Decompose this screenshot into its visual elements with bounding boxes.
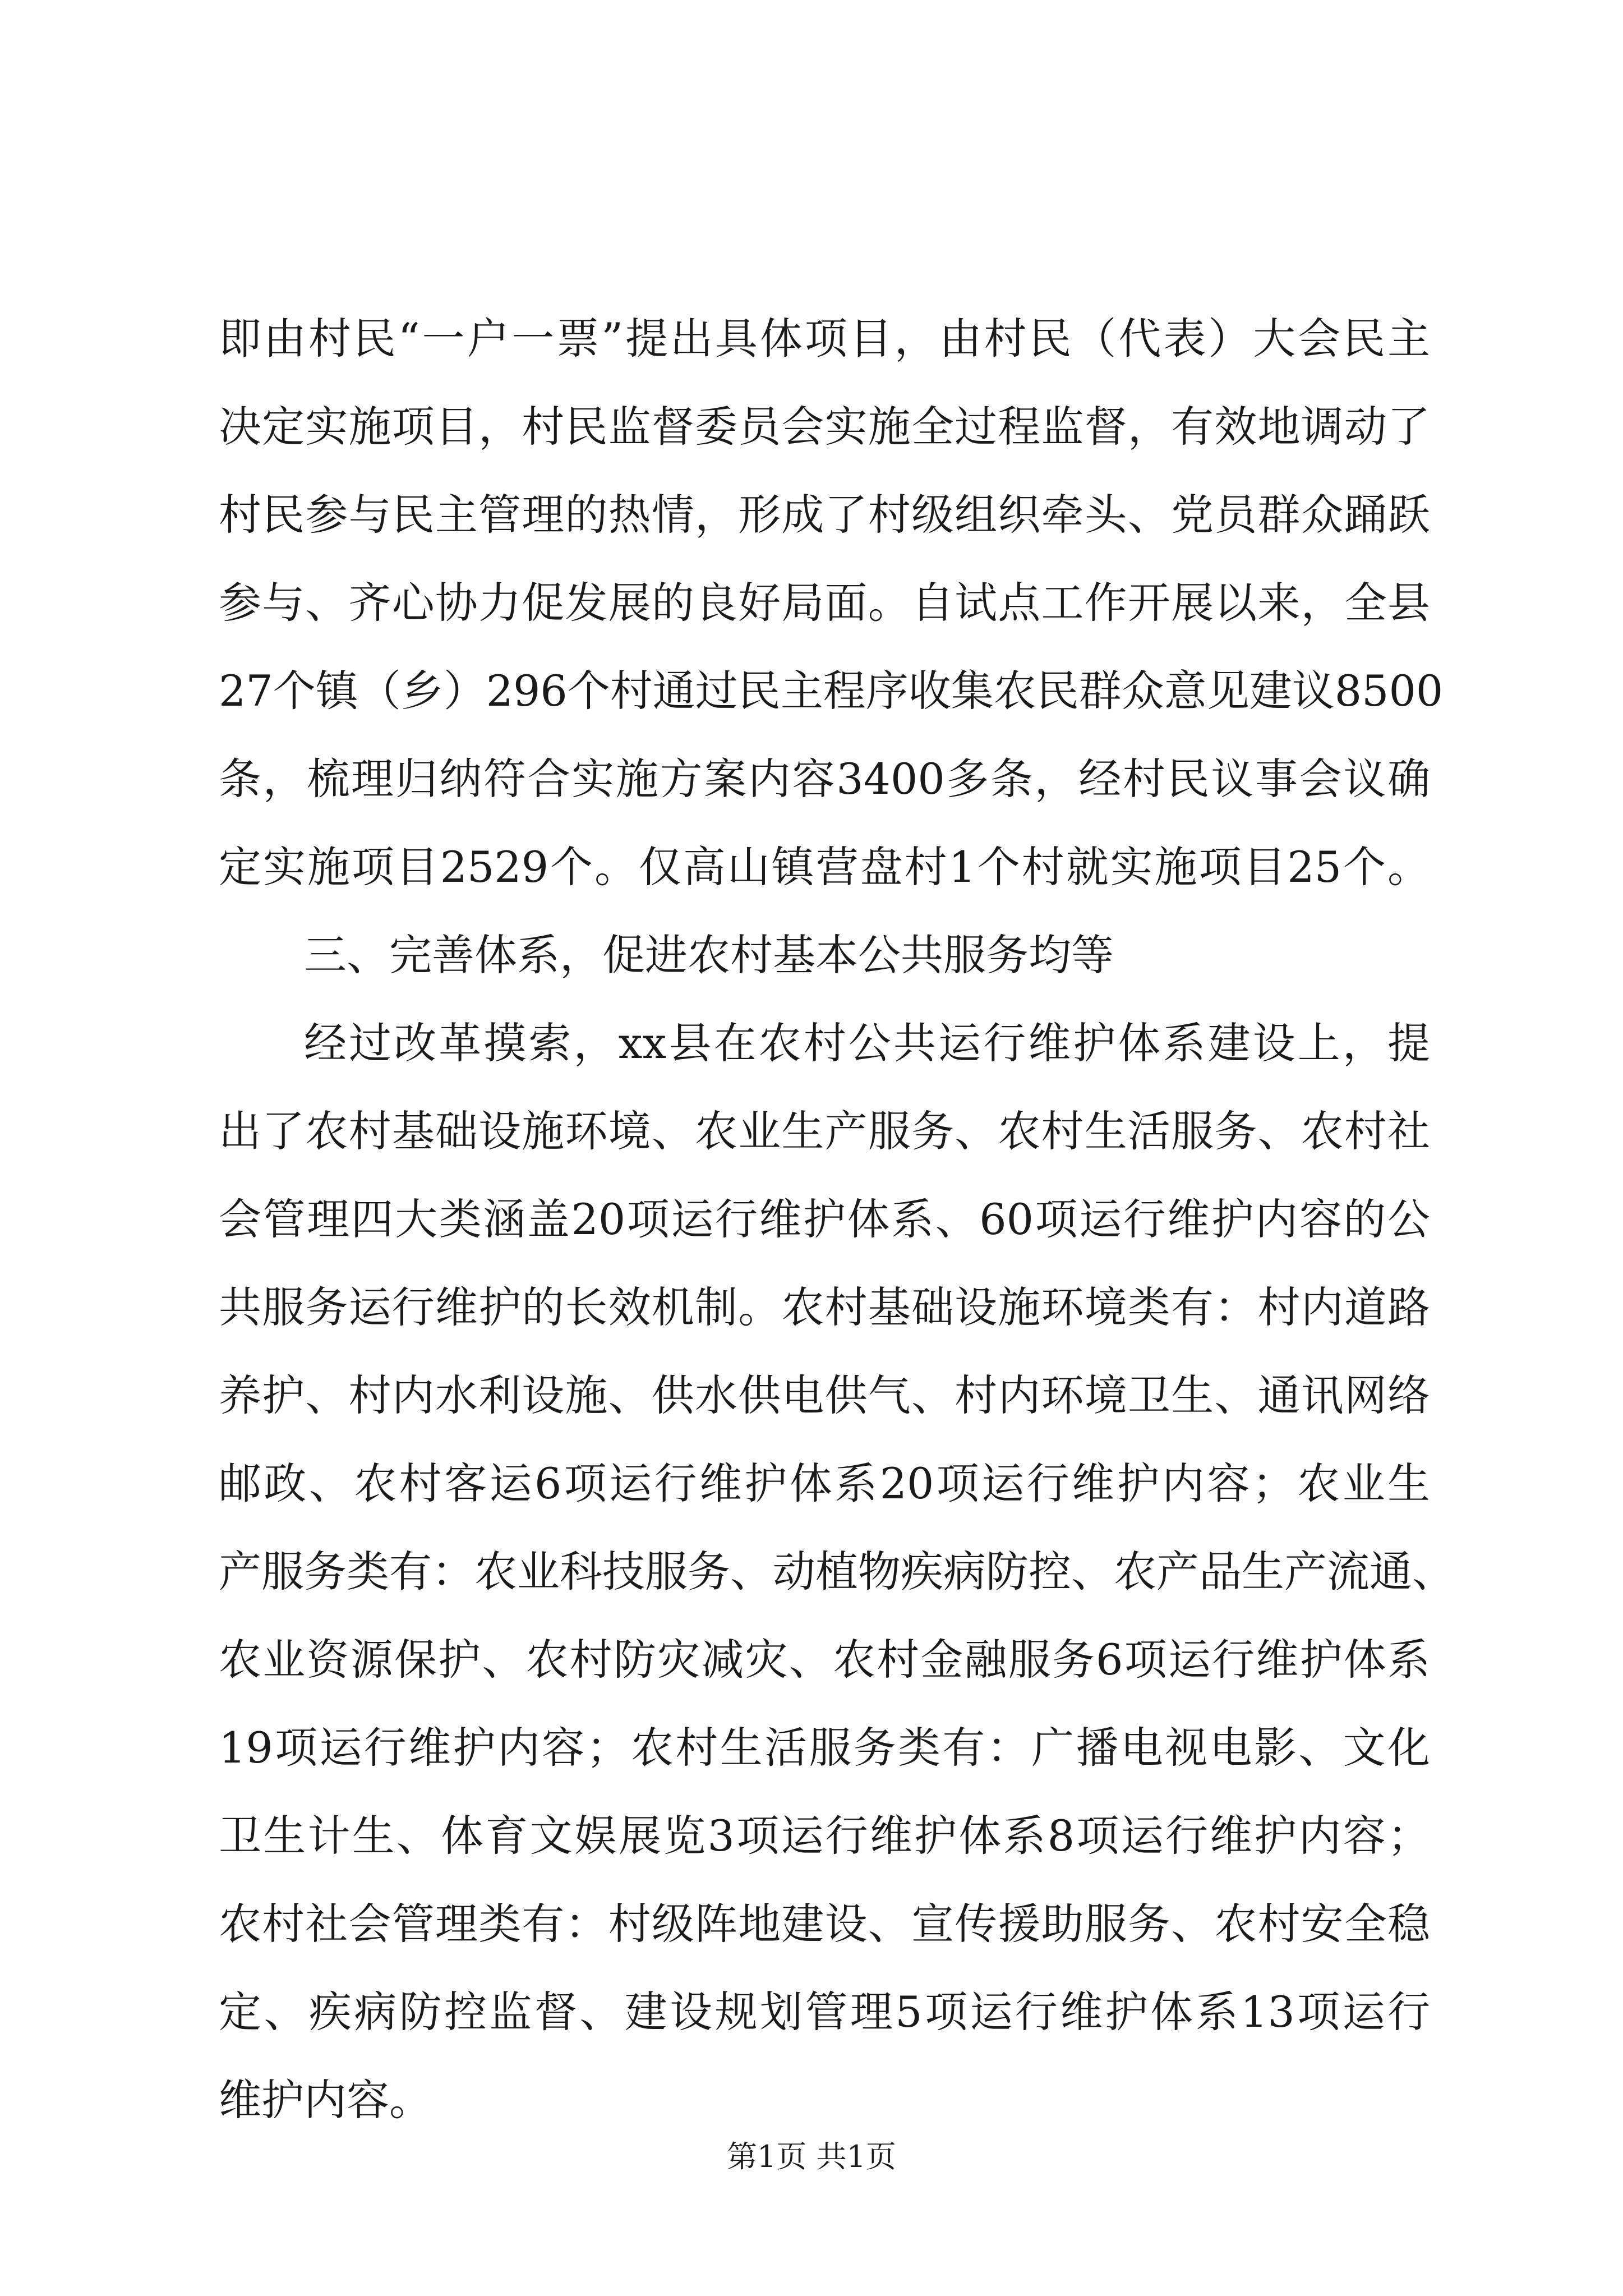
page-footer	[0, 2137, 1623, 2177]
text-line: 出了农村基础设施环境、农业生产服务、农村生活服务、农村社	[219, 1106, 1430, 1156]
text-line: 即由村民“一户一票”提出具体项目，由村民（代表）大会民主	[219, 314, 1430, 364]
text-line: 农村社会管理类有：村级阵地建设、宣传援助服务、农村安全稳	[219, 1899, 1430, 1949]
text-line: 村民参与民主管理的热情，形成了村级组织牵头、党员群众踊跃	[219, 490, 1430, 540]
text-line: 27个镇（乡）296个村通过民主程序收集农民群众意见建议8500	[219, 666, 1444, 716]
page-number-label: 第1页 共1页	[727, 2139, 896, 2174]
text-line: 定实施项目2529个。仅高山镇营盘村1个村就实施项目25个。	[219, 842, 1430, 892]
text-line: 产服务类有：农业科技服务、动植物疾病防控、农产品生产流通、	[219, 1547, 1455, 1596]
text-line: 条，梳理归纳符合实施方案内容3400多条，经村民议事会议确	[219, 754, 1430, 804]
text-line: 定、疾病防控监督、建设规划管理5项运行维护体系13项运行	[219, 1987, 1430, 2037]
text-line: 19项运行维护内容；农村生活服务类有：广播电视电影、文化	[219, 1723, 1430, 1773]
document-body	[219, 295, 1455, 2144]
paragraph-first-line: 经过改革摸索，xx县在农村公共运行维护体系建设上，提	[304, 1018, 1430, 1068]
text-line: 养护、村内水利设施、供水供电供气、村内环境卫生、通讯网络	[219, 1370, 1430, 1420]
text-line: 农业资源保护、农村防灾减灾、农村金融服务6项运行维护体系	[219, 1635, 1430, 1685]
text-line: 参与、齐心协力促发展的良好局面。自试点工作开展以来，全县	[219, 578, 1430, 628]
text-line: 决定实施项目，村民监督委员会实施全过程监督，有效地调动了	[219, 402, 1430, 452]
text-line: 邮政、农村客运6项运行维护体系20项运行维护内容；农业生	[219, 1458, 1430, 1508]
text-line: 维护内容。	[219, 2075, 432, 2125]
text-line: 共服务运行维护的长效机制。农村基础设施环境类有：村内道路	[219, 1282, 1430, 1332]
text-line: 卫生计生、体育文娱展览3项运行维护体系8项运行维护内容；	[219, 1811, 1430, 1861]
text-line: 会管理四大类涵盖20项运行维护体系、60项运行维护内容的公	[219, 1194, 1430, 1244]
section-heading: 三、完善体系，促进农村基本公共服务均等	[304, 930, 1114, 980]
